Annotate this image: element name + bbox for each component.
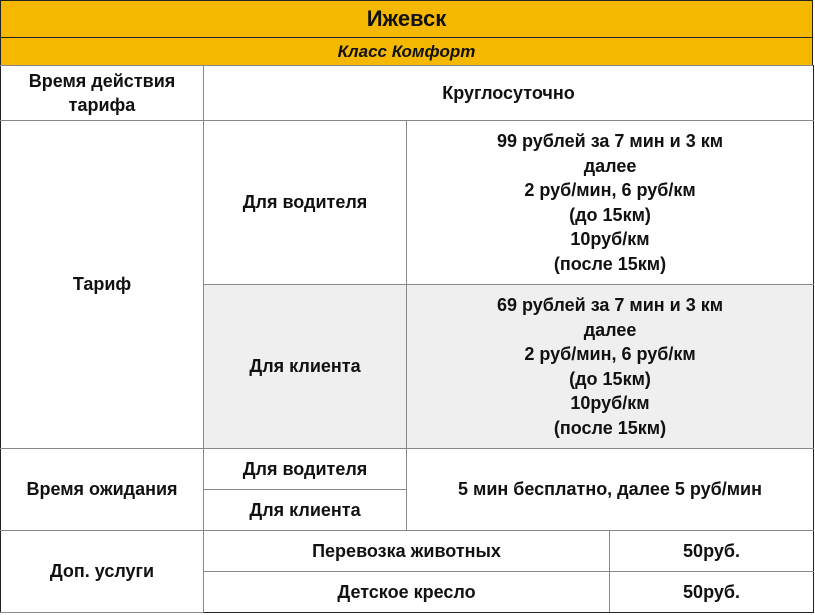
extra-service-price: 50руб. bbox=[610, 572, 814, 613]
tariff-line: 10руб/км bbox=[570, 229, 650, 249]
waiting-label: Время ожидания bbox=[1, 449, 204, 531]
waiting-driver-row bbox=[1, 449, 814, 490]
tariff-driver-row bbox=[1, 121, 814, 285]
tariff-line: (после 15км) bbox=[553, 417, 667, 438]
validity-value: Круглосуточно bbox=[204, 66, 814, 121]
tariff-line: 99 рублей за 7 мин и 3 км bbox=[496, 131, 724, 151]
tariff-client-label: Для клиента bbox=[204, 285, 407, 449]
validity-label bbox=[1, 66, 204, 121]
tariff-line: 10руб/км bbox=[570, 393, 650, 413]
extra-service-name: Детское кресло bbox=[204, 572, 610, 613]
tariff-line: далее bbox=[583, 319, 637, 340]
validity-label-line: Время действия bbox=[28, 70, 176, 91]
extra-service-name: Перевозка животных bbox=[204, 531, 610, 572]
extra-service-price: 50руб. bbox=[610, 531, 814, 572]
tariff-line: далее bbox=[583, 155, 637, 176]
tariff-driver-label: Для водителя bbox=[204, 121, 407, 285]
city-title: Ижевск bbox=[0, 0, 813, 38]
tariff-label: Тариф bbox=[1, 121, 204, 449]
tariff-client-value bbox=[407, 285, 814, 449]
waiting-value: 5 мин бесплатно, далее 5 руб/мин bbox=[407, 449, 814, 531]
waiting-driver-label: Для водителя bbox=[204, 449, 407, 490]
tariff-line: (до 15км) bbox=[569, 204, 651, 225]
tariff-driver-value bbox=[407, 121, 814, 285]
extras-label: Доп. услуги bbox=[1, 531, 204, 613]
tariff-line: 2 руб/мин, 6 руб/км bbox=[524, 180, 696, 200]
validity-label-line: тарифа bbox=[68, 95, 136, 115]
waiting-client-label: Для клиента bbox=[204, 490, 407, 531]
tariff-line: 69 рублей за 7 мин и 3 км bbox=[496, 295, 724, 315]
tariff-table bbox=[0, 65, 814, 613]
extras-row bbox=[1, 531, 814, 572]
tariff-line: 2 руб/мин, 6 руб/км bbox=[524, 344, 696, 364]
class-title: Класс Комфорт bbox=[0, 37, 813, 66]
tariff-line: (до 15км) bbox=[569, 368, 651, 389]
tariff-line: (после 15км) bbox=[553, 253, 667, 274]
validity-row bbox=[1, 66, 814, 121]
